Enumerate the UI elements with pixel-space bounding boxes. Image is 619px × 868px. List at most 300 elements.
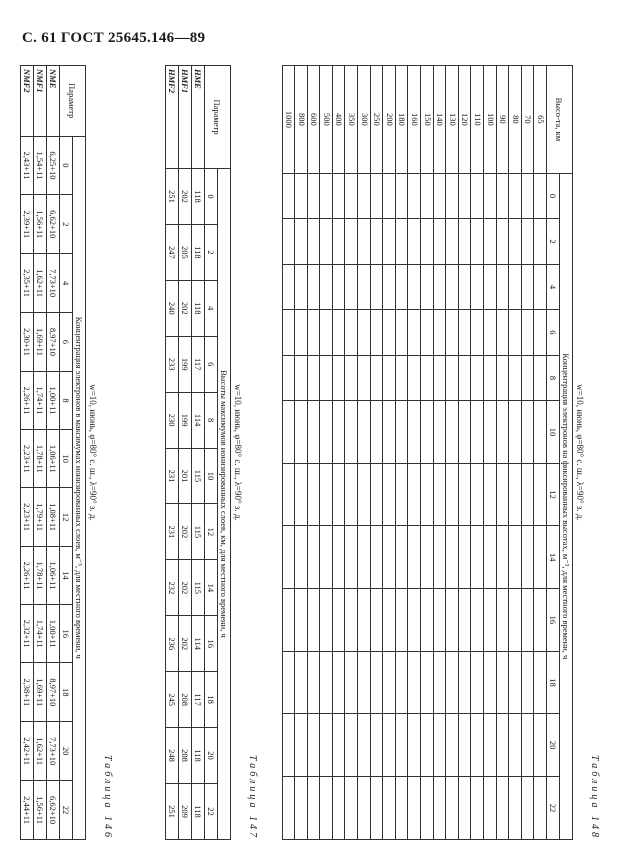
value-cell: 205 xyxy=(179,224,192,280)
table-label: Таблица 147 xyxy=(247,755,258,840)
value-cell xyxy=(370,401,383,464)
hour-header: 20 xyxy=(547,714,560,777)
value-cell: 8,97+10 xyxy=(47,663,60,722)
value-cell xyxy=(458,714,471,777)
height-cell: 90 xyxy=(496,66,509,174)
value-cell xyxy=(408,173,421,218)
hour-header: 16 xyxy=(60,605,73,663)
table-row xyxy=(521,66,534,840)
value-cell xyxy=(446,173,459,218)
value-cell: 202 xyxy=(179,616,192,672)
value-cell xyxy=(496,463,509,526)
hour-header: 8 xyxy=(205,392,218,448)
table-row xyxy=(496,66,509,840)
table-row xyxy=(446,66,459,840)
value-cell xyxy=(484,401,497,464)
value-cell xyxy=(320,355,333,400)
table-row xyxy=(192,66,205,840)
value-cell xyxy=(458,264,471,309)
value-cell: 118 xyxy=(192,784,205,840)
value-cell xyxy=(534,463,547,526)
value-cell xyxy=(446,401,459,464)
value-cell xyxy=(521,219,534,264)
value-cell xyxy=(358,526,371,589)
value-cell xyxy=(320,777,333,840)
hour-header: 0 xyxy=(60,136,73,195)
table-subtitle: Концентрация электронов в максимумах ионизированных слоев, м⁻³, для местного времени, ч xyxy=(73,136,86,839)
value-cell xyxy=(358,463,371,526)
value-cell: 117 xyxy=(192,672,205,728)
value-cell xyxy=(282,777,295,840)
value-cell xyxy=(307,310,320,355)
value-cell xyxy=(358,401,371,464)
value-cell xyxy=(496,401,509,464)
value-cell xyxy=(370,526,383,589)
value-cell xyxy=(509,463,522,526)
value-cell xyxy=(282,355,295,400)
value-cell: 6,62+10 xyxy=(47,781,60,840)
value-cell xyxy=(496,777,509,840)
value-cell xyxy=(433,714,446,777)
param-name: HME xyxy=(192,66,205,169)
value-cell xyxy=(370,777,383,840)
value-cell xyxy=(345,651,358,714)
hour-header: 2 xyxy=(60,195,73,254)
value-cell xyxy=(484,714,497,777)
value-cell xyxy=(295,355,308,400)
value-cell xyxy=(433,219,446,264)
height-cell: 400 xyxy=(332,66,345,174)
value-cell xyxy=(521,526,534,589)
hour-header: 16 xyxy=(205,616,218,672)
value-cell xyxy=(521,264,534,309)
value-cell xyxy=(320,401,333,464)
value-cell xyxy=(282,310,295,355)
height-cell: 65 xyxy=(534,66,547,174)
value-cell: 2,44+11 xyxy=(21,781,34,840)
value-cell: 114 xyxy=(192,392,205,448)
value-cell xyxy=(471,463,484,526)
value-cell xyxy=(295,714,308,777)
value-cell xyxy=(484,589,497,652)
table-row xyxy=(534,66,547,840)
value-cell xyxy=(509,714,522,777)
value-cell: 118 xyxy=(192,728,205,784)
value-cell xyxy=(446,714,459,777)
table-body xyxy=(282,66,546,840)
param-name: NMF2 xyxy=(21,66,34,137)
value-cell: 117 xyxy=(192,336,205,392)
value-cell xyxy=(307,264,320,309)
value-cell xyxy=(345,401,358,464)
value-cell xyxy=(534,589,547,652)
height-cell: 160 xyxy=(408,66,421,174)
value-cell xyxy=(484,526,497,589)
value-cell: 1,69+11 xyxy=(34,313,47,372)
value-cell xyxy=(295,777,308,840)
value-cell: 245 xyxy=(166,672,179,728)
value-cell xyxy=(458,651,471,714)
value-cell: 2,26+11 xyxy=(21,371,34,429)
value-cell xyxy=(370,219,383,264)
value-cell xyxy=(332,714,345,777)
value-cell: 1,00+11 xyxy=(47,371,60,429)
value-cell: 1,56+11 xyxy=(34,781,47,840)
hour-header: 12 xyxy=(60,488,73,546)
table-row xyxy=(395,66,408,840)
value-cell xyxy=(496,264,509,309)
value-cell xyxy=(383,463,396,526)
table-subtitle: Высоты максимумов ионизированных слоев, км, для местного времени, ч xyxy=(218,169,231,840)
value-cell xyxy=(408,589,421,652)
value-cell xyxy=(421,777,434,840)
value-cell xyxy=(358,589,371,652)
value-cell xyxy=(446,777,459,840)
value-cell xyxy=(471,714,484,777)
value-cell: 2,23+11 xyxy=(21,488,34,546)
value-cell xyxy=(345,355,358,400)
hour-header: 4 xyxy=(205,280,218,336)
value-cell xyxy=(496,219,509,264)
value-cell xyxy=(383,714,396,777)
value-cell xyxy=(295,264,308,309)
value-cell xyxy=(446,463,459,526)
value-cell xyxy=(358,219,371,264)
value-cell xyxy=(458,173,471,218)
value-cell xyxy=(358,355,371,400)
hour-header: 6 xyxy=(547,310,560,355)
value-cell xyxy=(282,219,295,264)
value-cell xyxy=(358,777,371,840)
value-cell xyxy=(496,355,509,400)
value-cell: 251 xyxy=(166,169,179,225)
value-cell xyxy=(295,173,308,218)
value-cell: 118 xyxy=(192,224,205,280)
value-cell xyxy=(345,310,358,355)
param-header: Параметр xyxy=(60,66,86,137)
value-cell xyxy=(484,219,497,264)
value-cell xyxy=(509,355,522,400)
value-cell xyxy=(521,463,534,526)
value-cell xyxy=(307,355,320,400)
value-cell xyxy=(509,264,522,309)
value-cell xyxy=(446,355,459,400)
value-cell xyxy=(408,401,421,464)
value-cell xyxy=(421,651,434,714)
data-table xyxy=(20,65,86,840)
value-cell xyxy=(408,264,421,309)
height-cell: 130 xyxy=(446,66,459,174)
value-cell xyxy=(282,264,295,309)
value-cell xyxy=(307,714,320,777)
value-cell xyxy=(484,777,497,840)
value-cell: 1,69+11 xyxy=(34,663,47,722)
value-cell xyxy=(345,173,358,218)
value-cell xyxy=(421,355,434,400)
table-row xyxy=(509,66,522,840)
value-cell xyxy=(332,173,345,218)
value-cell xyxy=(307,401,320,464)
value-cell xyxy=(471,651,484,714)
value-cell xyxy=(358,264,371,309)
value-cell xyxy=(521,173,534,218)
value-cell xyxy=(320,264,333,309)
value-cell xyxy=(471,526,484,589)
table-row xyxy=(295,66,308,840)
height-cell: 800 xyxy=(295,66,308,174)
hour-header: 8 xyxy=(547,355,560,400)
value-cell xyxy=(496,526,509,589)
value-cell xyxy=(408,463,421,526)
value-cell: 208 xyxy=(179,672,192,728)
hour-header: 4 xyxy=(547,264,560,309)
value-cell xyxy=(332,401,345,464)
value-cell xyxy=(307,589,320,652)
value-cell xyxy=(332,264,345,309)
value-cell xyxy=(345,463,358,526)
value-cell xyxy=(295,219,308,264)
hour-header: 20 xyxy=(205,728,218,784)
value-cell xyxy=(395,310,408,355)
value-cell xyxy=(484,355,497,400)
value-cell: 1,62+11 xyxy=(34,722,47,781)
value-cell xyxy=(433,173,446,218)
value-cell xyxy=(433,310,446,355)
height-cell: 140 xyxy=(433,66,446,174)
value-cell xyxy=(345,219,358,264)
value-cell xyxy=(332,651,345,714)
table-row xyxy=(320,66,333,840)
value-cell: 1,56+11 xyxy=(34,195,47,254)
value-cell xyxy=(471,401,484,464)
value-cell xyxy=(433,463,446,526)
value-cell xyxy=(383,651,396,714)
table-row xyxy=(471,66,484,840)
value-cell xyxy=(421,173,434,218)
value-cell xyxy=(383,264,396,309)
value-cell xyxy=(395,355,408,400)
value-cell xyxy=(320,526,333,589)
value-cell xyxy=(295,401,308,464)
value-cell xyxy=(383,589,396,652)
value-cell xyxy=(320,219,333,264)
value-cell: 232 xyxy=(166,560,179,616)
value-cell xyxy=(395,589,408,652)
value-cell xyxy=(509,777,522,840)
value-cell xyxy=(295,589,308,652)
value-cell xyxy=(320,589,333,652)
value-cell: 1,54+11 xyxy=(34,136,47,195)
hour-header: 2 xyxy=(205,224,218,280)
value-cell xyxy=(433,777,446,840)
param-name: HMF1 xyxy=(179,66,192,169)
table-row xyxy=(282,66,295,840)
value-cell xyxy=(332,463,345,526)
value-cell xyxy=(370,264,383,309)
value-cell: 2,43+11 xyxy=(21,136,34,195)
value-cell xyxy=(421,463,434,526)
value-cell: 2,23+11 xyxy=(21,430,34,488)
value-cell xyxy=(332,589,345,652)
height-cell: 600 xyxy=(307,66,320,174)
value-cell: 118 xyxy=(192,169,205,225)
value-cell xyxy=(458,463,471,526)
value-cell: 202 xyxy=(179,560,192,616)
value-cell xyxy=(421,264,434,309)
height-cell: 80 xyxy=(509,66,522,174)
value-cell xyxy=(320,310,333,355)
height-cell: 70 xyxy=(521,66,534,174)
value-cell xyxy=(383,173,396,218)
value-cell: 202 xyxy=(179,504,192,560)
value-cell: 2,42+11 xyxy=(21,722,34,781)
table-label: Таблица 146 xyxy=(102,755,113,840)
value-cell xyxy=(458,219,471,264)
value-cell xyxy=(395,777,408,840)
value-cell xyxy=(534,173,547,218)
value-cell xyxy=(421,401,434,464)
value-cell: 1,79+11 xyxy=(34,488,47,546)
value-cell xyxy=(496,714,509,777)
hour-header: 18 xyxy=(547,651,560,714)
value-cell xyxy=(534,264,547,309)
height-cell: 110 xyxy=(471,66,484,174)
table-row xyxy=(179,66,192,840)
value-cell xyxy=(358,173,371,218)
value-cell xyxy=(332,310,345,355)
value-cell xyxy=(295,526,308,589)
hour-header: 12 xyxy=(205,504,218,560)
value-cell xyxy=(307,173,320,218)
value-cell xyxy=(370,310,383,355)
value-cell: 6,25+10 xyxy=(47,136,60,195)
value-cell xyxy=(534,401,547,464)
value-cell xyxy=(496,589,509,652)
hour-header: 20 xyxy=(60,722,73,781)
table-row xyxy=(383,66,396,840)
value-cell xyxy=(320,651,333,714)
page-header: С. 61 ГОСТ 25645.146—89 xyxy=(22,30,206,46)
table-row xyxy=(21,66,34,840)
hour-header: 10 xyxy=(60,430,73,488)
table-subtitle: Концентрация электронов на фиксированных высотах, м⁻³, для местного времени, ч xyxy=(560,173,573,839)
value-cell xyxy=(433,355,446,400)
value-cell xyxy=(395,651,408,714)
value-cell xyxy=(307,463,320,526)
value-cell: 2,38+11 xyxy=(21,663,34,722)
value-cell xyxy=(395,526,408,589)
value-cell: 2,39+11 xyxy=(21,195,34,254)
value-cell xyxy=(534,526,547,589)
table-row xyxy=(458,66,471,840)
data-table xyxy=(282,65,573,840)
value-cell xyxy=(383,401,396,464)
value-cell xyxy=(320,463,333,526)
value-cell: 1,78+11 xyxy=(34,430,47,488)
height-cell: 300 xyxy=(358,66,371,174)
value-cell xyxy=(383,355,396,400)
hour-header: 14 xyxy=(60,546,73,604)
value-cell: 202 xyxy=(179,169,192,225)
value-cell xyxy=(534,219,547,264)
value-cell xyxy=(496,310,509,355)
table-row xyxy=(332,66,345,840)
value-cell xyxy=(446,589,459,652)
value-cell xyxy=(484,463,497,526)
value-cell: 201 xyxy=(179,448,192,504)
value-cell xyxy=(521,651,534,714)
value-cell xyxy=(395,714,408,777)
value-cell xyxy=(332,355,345,400)
value-cell xyxy=(421,310,434,355)
value-cell xyxy=(295,463,308,526)
value-cell: 240 xyxy=(166,280,179,336)
value-cell xyxy=(307,526,320,589)
value-cell: 248 xyxy=(166,728,179,784)
value-cell xyxy=(509,651,522,714)
value-cell xyxy=(509,310,522,355)
value-cell: 1,06+11 xyxy=(47,546,60,604)
value-cell xyxy=(370,651,383,714)
value-cell xyxy=(345,714,358,777)
value-cell: 251 xyxy=(166,784,179,840)
value-cell: 115 xyxy=(192,560,205,616)
value-cell xyxy=(521,355,534,400)
value-cell: 2,35+11 xyxy=(21,254,34,313)
value-cell xyxy=(282,714,295,777)
value-cell xyxy=(471,589,484,652)
value-cell xyxy=(295,651,308,714)
value-cell xyxy=(484,264,497,309)
value-cell xyxy=(433,401,446,464)
value-cell xyxy=(383,526,396,589)
table-row xyxy=(47,66,60,840)
value-cell xyxy=(433,651,446,714)
value-cell xyxy=(282,173,295,218)
value-cell xyxy=(370,714,383,777)
value-cell xyxy=(421,589,434,652)
value-cell xyxy=(408,310,421,355)
value-cell: 2,26+11 xyxy=(21,546,34,604)
value-cell: 115 xyxy=(192,448,205,504)
value-cell: 1,74+11 xyxy=(34,605,47,663)
value-cell: 202 xyxy=(179,280,192,336)
value-cell xyxy=(282,589,295,652)
value-cell xyxy=(433,589,446,652)
value-cell xyxy=(534,777,547,840)
height-cell: 120 xyxy=(458,66,471,174)
value-cell xyxy=(395,401,408,464)
height-cell: 250 xyxy=(370,66,383,174)
hour-header: 2 xyxy=(547,219,560,264)
value-cell xyxy=(509,401,522,464)
height-cell: 1000 xyxy=(282,66,295,174)
value-cell xyxy=(471,310,484,355)
value-cell: 114 xyxy=(192,616,205,672)
value-cell xyxy=(521,777,534,840)
hour-header: 22 xyxy=(205,784,218,840)
value-cell: 2,32+11 xyxy=(21,605,34,663)
value-cell xyxy=(282,401,295,464)
table-condition: w=10, июнь, φ=80° с. ш., λ=90° з. д. xyxy=(233,384,243,521)
value-cell: 209 xyxy=(179,784,192,840)
value-cell xyxy=(471,777,484,840)
table-146-block xyxy=(20,65,113,840)
table-row xyxy=(370,66,383,840)
value-cell xyxy=(383,310,396,355)
table-row xyxy=(34,66,47,840)
value-cell xyxy=(307,777,320,840)
